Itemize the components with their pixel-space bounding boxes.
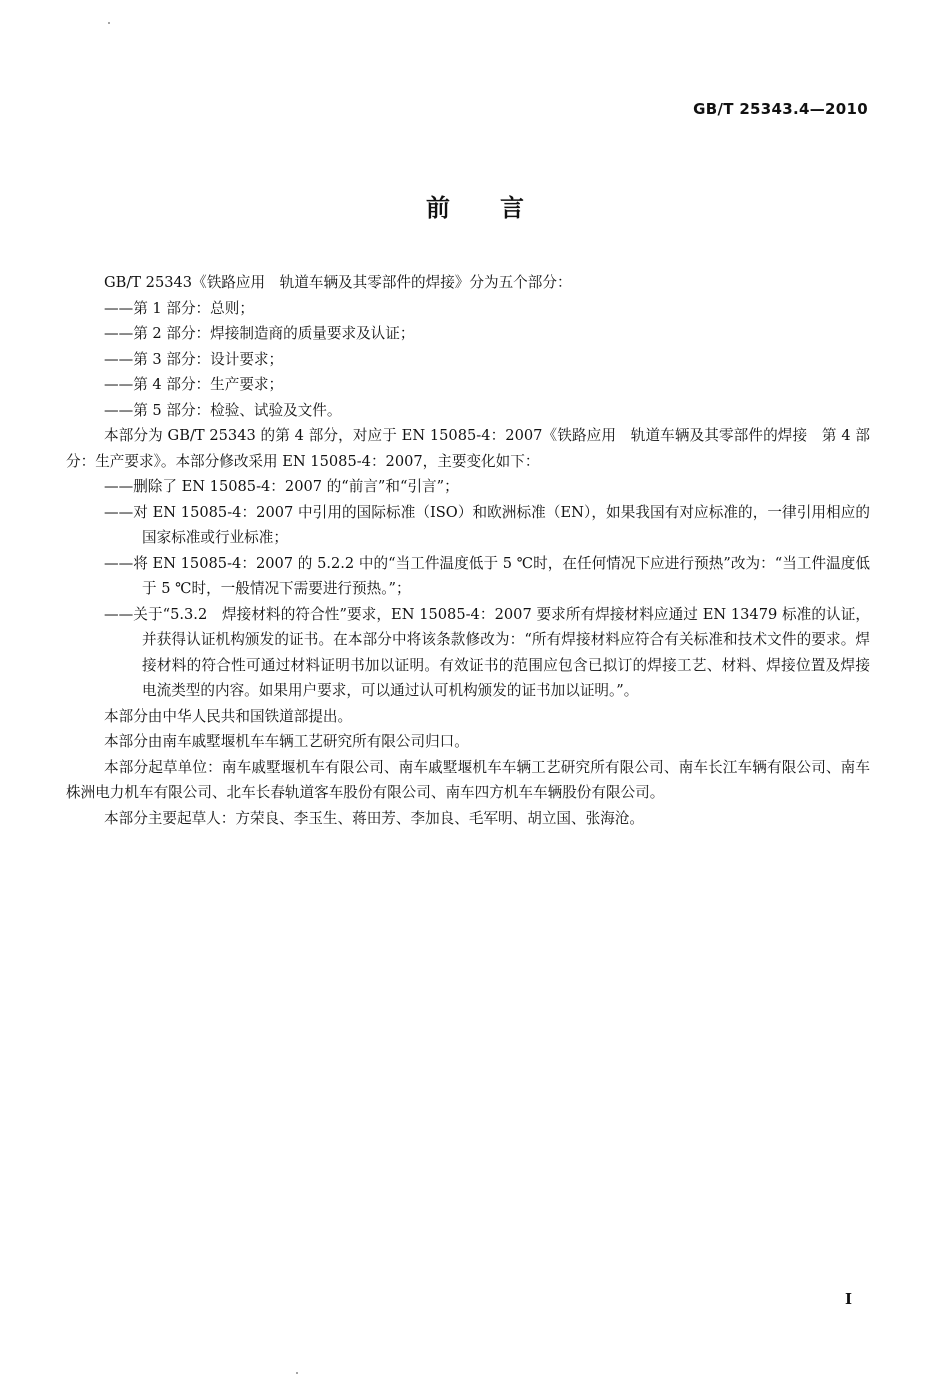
- change-item-2: ——对 EN 15085-4：2007 中引用的国际标准（ISO）和欧洲标准（EN），如果我国有对应标准的，一律引用相应的国家标准或行业标准；: [104, 503, 870, 546]
- drafting-units-paragraph: 本部分起草单位：南车戚墅堰机车有限公司、南车戚墅堰机车车辆工艺研究所有限公司、南车长江车辆有限公司、南车株洲电力机车有限公司、北车长春轨道客车股份有限公司、南车四方机车车辆股份有限公司。: [66, 758, 870, 801]
- scan-speck: [108, 22, 110, 24]
- centralized-management-paragraph: 本部分由南车戚墅堰机车车辆工艺研究所有限公司归口。: [104, 733, 469, 750]
- list-item-part-4: ——第 4 部分：生产要求；: [104, 376, 284, 393]
- proposer-paragraph: 本部分由中华人民共和国铁道部提出。: [104, 707, 353, 725]
- page-number: I: [844, 1290, 852, 1308]
- correspondence-paragraph: 本部分为 GB/T 25343 的第 4 部分，对应于 EN 15085-4：2007《铁路应用 轨道车辆及其零部件的焊接 第 4 部分：生产要求》。本部分修改采用 EN 15085-4：2007，主要变化如下：: [66, 427, 870, 470]
- change-item-1: ——删除了 EN 15085-4：2007 的“前言”和“引言”；: [104, 478, 459, 495]
- list-item-part-3: ——第 3 部分：设计要求；: [104, 350, 284, 368]
- list-item-part-1: ——第 1 部分：总则；: [104, 299, 254, 317]
- page-title: 前言: [426, 194, 574, 222]
- list-item-part-5: ——第 5 部分：检验、试验及文件。: [104, 401, 342, 419]
- drafters-paragraph: 本部分主要起草人：方荣良、李玉生、蒋田芳、李加良、毛军明、胡立国、张海沧。: [104, 809, 644, 827]
- list-item-part-2: ——第 2 部分：焊接制造商的质量要求及认证；: [104, 325, 415, 342]
- change-item-4: ——关于“5.3.2 焊接材料的符合性”要求，EN 15085-4：2007 要求所有焊接材料应通过 EN 13479 标准的认证，并获得认证机构颁发的证书。在本部分中将该条款修改为：“所有焊接材料应符合有关标准和技术文件的要求。焊接材料的符合性可通过材料证明书加以证明。有效证书的范围应包含已拟订的焊接工艺、材料、焊接位置及焊接电流类型的内容。如果用户要求，可以通过认可机构颁发的证书加以证明。”。: [104, 605, 870, 699]
- scan-speck: [296, 1372, 298, 1374]
- standard-number: GB/T 25343.4—2010: [693, 100, 868, 118]
- change-item-3: ——将 EN 15085-4：2007 的 5.2.2 中的“当工件温度低于 5 ℃时，在任何情况下应进行预热”改为：“当工件温度低于 5 ℃时，一般情况下需要进行预热。”；: [104, 554, 870, 597]
- document-body: [66, 270, 870, 831]
- intro-paragraph: GB/T 25343《铁路应用 轨道车辆及其零部件的焊接》分为五个部分：: [104, 274, 572, 291]
